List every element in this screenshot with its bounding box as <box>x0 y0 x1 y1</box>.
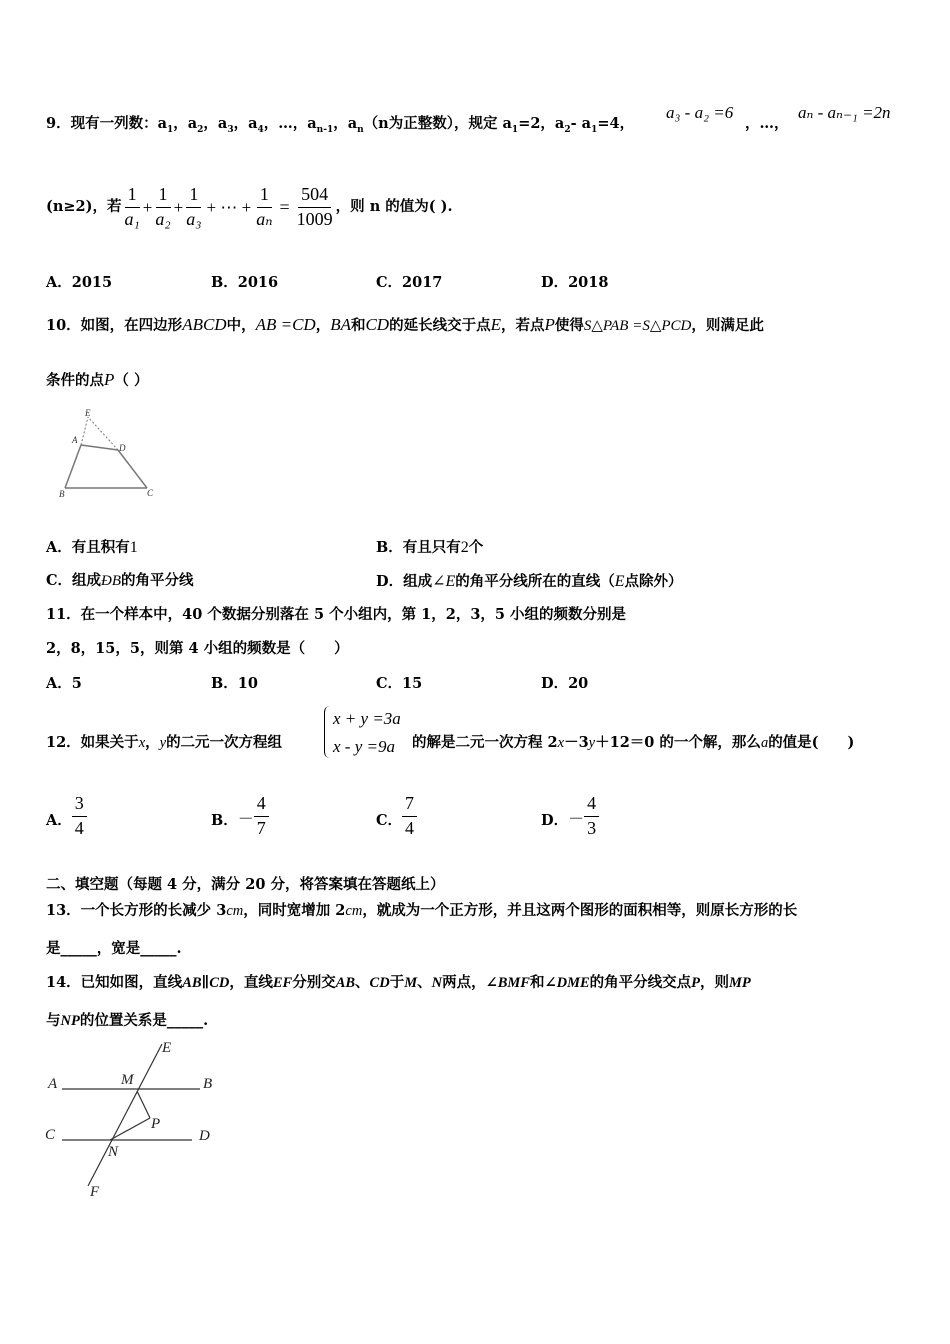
q10-edge-ad <box>81 445 118 450</box>
q12-equation-2: x - y =9a <box>333 737 395 756</box>
q11-option-d[interactable]: D．20 <box>541 675 589 692</box>
q10-figure <box>55 405 170 500</box>
q9-frac-2: $\frac{1}{\text{a₂}}$ <box>155 184 171 229</box>
q9-option-b[interactable]: B．2016 <box>211 274 279 291</box>
q12-option-d[interactable]: D． － $\frac{4}{3}$ <box>541 794 599 839</box>
q14-label-a: A <box>48 1076 58 1092</box>
q11-option-c[interactable]: C．15 <box>376 675 423 692</box>
q14-label-e: E <box>162 1040 172 1056</box>
q12-line-cont: 的解是二元一次方程 2x－3y＋12＝0 的一个解，那么a的值是( ) <box>412 734 855 751</box>
q9-option-c[interactable]: C．2017 <box>376 274 443 291</box>
q14-label-m: M <box>121 1072 134 1088</box>
q9-formula-an: aₙ - aₙ₋₁ =2n <box>798 103 891 122</box>
q10-option-d[interactable]: D．组成∠E的角平分线所在的直线（E点除外） <box>376 573 683 590</box>
q10-line1: 10．如图，在四边形ABCD中，AB =CD，BA和CD的延长线交于点E，若点P使得S△PAB =S△PCD，则满足此 <box>46 315 764 334</box>
q14-label-d: D <box>199 1128 210 1144</box>
q13-line1: 13．一个长方形的长减少 3cm，同时宽增加 2cm，就成为一个正方形，并且这两个图形的面积相等，则原长方形的长 <box>46 902 798 919</box>
q14-label-f: F <box>90 1184 100 1200</box>
q14-segment-np <box>110 1118 150 1140</box>
q14-label-b: B <box>203 1076 213 1092</box>
q14-label-p: P <box>151 1116 161 1132</box>
q12-option-c-frac: $\frac{7}{4}$ <box>402 794 417 839</box>
q14-line1: 14．已知如图，直线AB∥CD，直线EF分别交AB、CD于M、N两点，∠BMF和∠DME的角平分线交点P，则MP <box>46 974 751 991</box>
q10-line2: 条件的点P（ ） <box>46 370 149 389</box>
q9-frac-1: $\frac{1}{\text{a₁}}$ <box>124 184 140 229</box>
q14-label-n: N <box>108 1144 119 1160</box>
q9-ellipsis: ，…， <box>745 115 789 132</box>
q9-frac-result: $\frac{504}{1009}$ <box>296 184 333 229</box>
q10-label-e: E <box>85 408 91 418</box>
q12-equation-1: x + y =3a <box>333 709 401 728</box>
q13-line2: 是_____，宽是_____. <box>46 940 182 957</box>
q10-option-b[interactable]: B．有且只有2个 <box>376 539 484 556</box>
q11-option-b[interactable]: B．10 <box>211 675 258 692</box>
q12-option-a-frac: $\frac{3}{4}$ <box>72 794 87 839</box>
q9-line2: (n≥2)，若 $\frac{1}{\text{a₁}}$ + $\frac{1}{\text{a₂}}$ + $\frac{1}{\text{a₃}}$ + ⋯ + $\frac{1}{\text{aₙ}}$ = $\frac{504}{1009}$ ，则 n 的值为( ). <box>46 184 453 229</box>
q12-line: 12．如果关于x，y的二元一次方程组 <box>46 734 283 751</box>
q10-edge-dc <box>118 450 147 488</box>
q14-line-ef <box>88 1044 162 1186</box>
q10-label-c: C <box>147 488 154 498</box>
q12-system-brace <box>324 706 333 758</box>
q14-segment-mp <box>137 1091 150 1118</box>
q10-label-a: A <box>72 435 78 445</box>
q12-option-b[interactable]: B． － $\frac{4}{7}$ <box>211 794 269 839</box>
q10-edge-ab <box>65 445 81 488</box>
q10-option-c[interactable]: C．组成ÐB的角平分线 <box>46 572 194 589</box>
q14-figure <box>40 1036 225 1201</box>
q12-option-d-frac: $\frac{4}{3}$ <box>584 794 599 839</box>
q9-frac-n: $\frac{1}{\text{aₙ}}$ <box>256 184 273 229</box>
q12-option-a[interactable]: A． $\frac{3}{4}$ <box>46 794 87 839</box>
q10-extension-ae <box>81 417 88 445</box>
q9-line1: 9．现有一列数：$a_1$，$a_2$，$a_3$，$a_4$，…，$a_{n-1}$，$a_n(n$为正整数），规定 $a_1=2$，$a_2-$ $a_1=4$， <box>46 115 635 135</box>
q9-option-a[interactable]: A．2015 <box>46 274 113 291</box>
q11-line2: 2，8，15，5，则第 4 小组的频数是（ ） <box>46 640 349 657</box>
q9-option-d[interactable]: D．2018 <box>541 274 609 291</box>
q10-option-a[interactable]: A．有且积有1 <box>46 539 138 556</box>
q10-label-d: D <box>119 443 126 453</box>
section-2-heading: 二、填空题（每题 4 分，满分 20 分，将答案填在答题纸上） <box>46 876 445 893</box>
q9-formula-a3: a₃ - a₂ =6 <box>666 103 734 122</box>
q14-label-c: C <box>45 1127 56 1143</box>
q14-line2: 与NP的位置关系是_____. <box>46 1012 209 1029</box>
q10-extension-de <box>88 417 118 450</box>
q9-frac-3: $\frac{1}{\text{a₃}}$ <box>186 184 202 229</box>
q11-line1: 11．在一个样本中，40 个数据分别落在 5 个小组内，第 1，2，3，5 小组的频数分别是 <box>46 606 627 623</box>
q12-option-b-frac: $\frac{4}{7}$ <box>254 794 269 839</box>
q10-label-b: B <box>59 489 65 499</box>
q11-option-a[interactable]: A．5 <box>46 675 82 692</box>
q12-option-c[interactable]: C． $\frac{7}{4}$ <box>376 794 417 839</box>
